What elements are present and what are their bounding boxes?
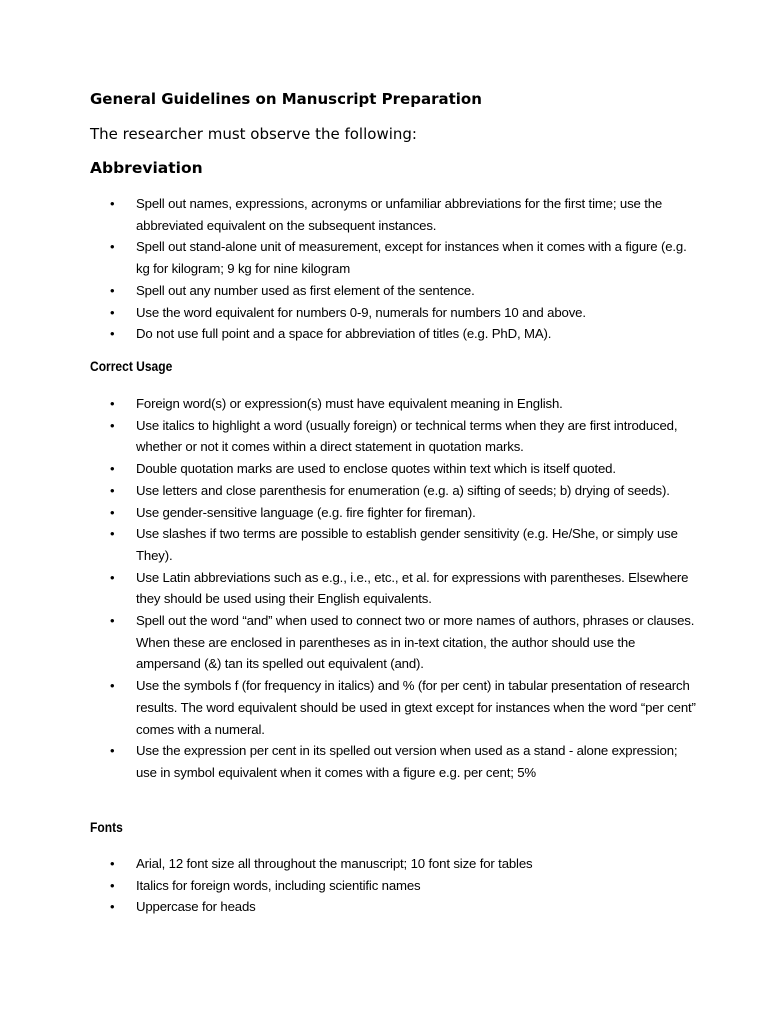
list-item: • Use the expression per cent in its spelled out version when used as a stand - alone expression; use in symbol equivalent when it comes with a figure e.g. per cent; 5% — [0, 740, 696, 783]
list-item: • Use italics to highlight a word (usually foreign) or technical terms when they are first introduced, whether or not it comes within a direct statement in quotation marks. — [0, 415, 696, 458]
list-item: • Spell out stand-alone unit of measurement, except for instances when it comes with a figure (e.g. kg for kilogram; 9 kg for nine kilogram — [0, 236, 696, 279]
list-item: • Italics for foreign words, including scientific names — [0, 875, 696, 897]
section-heading-correct-usage: Correct Usage — [90, 358, 173, 374]
list-item: • Spell out names, expressions, acronyms or unfamiliar abbreviations for the first time; use the abbreviated equivalent on the subsequent instances. — [0, 193, 696, 236]
list-item: • Uppercase for heads — [0, 896, 696, 918]
list-item: • Spell out any number used as first element of the sentence. — [0, 280, 696, 302]
list-item: • Use gender-sensitive language (e.g. fire fighter for fireman). — [0, 502, 696, 524]
intro-text: The researcher must observe the following: — [90, 125, 417, 143]
list-item: • Double quotation marks are used to enclose quotes within text which is itself quoted. — [0, 458, 696, 480]
section-heading-abbreviation: Abbreviation — [90, 159, 203, 177]
list-item: • Arial, 12 font size all throughout the manuscript; 10 font size for tables — [0, 853, 696, 875]
list-item: • Use the symbols f (for frequency in italics) and % (for per cent) in tabular presentation of research results. The word equivalent should be used in gtext except for instances when the word “per cent” comes with a numeral. — [0, 675, 696, 740]
correct-usage-list — [0, 393, 768, 784]
fonts-list — [0, 853, 768, 918]
list-item: • Do not use full point and a space for abbreviation of titles (e.g. PhD, MA). — [0, 323, 696, 345]
document-title: General Guidelines on Manuscript Preparation — [90, 90, 482, 108]
list-item: • Spell out the word “and” when used to connect two or more names of authors, phrases or clauses. When these are enclosed in parentheses as in in-text citation, the author should use the ampersand (&) tan its spelled out equivalent (and). — [0, 610, 696, 675]
list-item: • Use letters and close parenthesis for enumeration (e.g. a) sifting of seeds; b) drying of seeds). — [0, 480, 696, 502]
list-item: • Use Latin abbreviations such as e.g., i.e., etc., et al. for expressions with parentheses. Elsewhere they should be used using their English equivalents. — [0, 567, 696, 610]
section-heading-fonts: Fonts — [90, 819, 123, 835]
abbreviation-list — [0, 193, 768, 345]
list-item: • Use slashes if two terms are possible to establish gender sensitivity (e.g. He/She, or simply use They). — [0, 523, 696, 566]
list-item: • Use the word equivalent for numbers 0-9, numerals for numbers 10 and above. — [0, 302, 696, 324]
list-item: • Foreign word(s) or expression(s) must have equivalent meaning in English. — [0, 393, 696, 415]
